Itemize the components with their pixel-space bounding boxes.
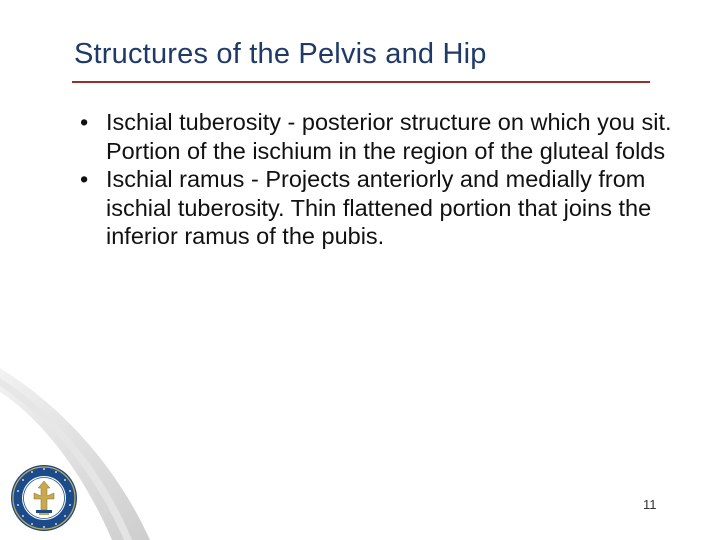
page-number: 11 (643, 497, 657, 512)
title-divider (72, 81, 650, 83)
bullet-item (80, 165, 680, 251)
bullet-list (80, 108, 680, 251)
organization-seal-icon (9, 463, 79, 533)
bullet-text: Ischial ramus - Projects anteriorly and medially from ischial tuberosity. Thin flattened portion that joins the inferior ramus of the pubis. (106, 166, 652, 249)
bullet-marker: • (80, 166, 89, 192)
slide-title: Structures of the Pelvis and Hip (74, 38, 487, 70)
bullet-text: Ischial tuberosity - posterior structure on which you sit. Portion of the ischium in the region of the gluteal folds (106, 109, 672, 164)
bullet-item (80, 108, 680, 165)
bullet-marker: • (80, 109, 89, 135)
